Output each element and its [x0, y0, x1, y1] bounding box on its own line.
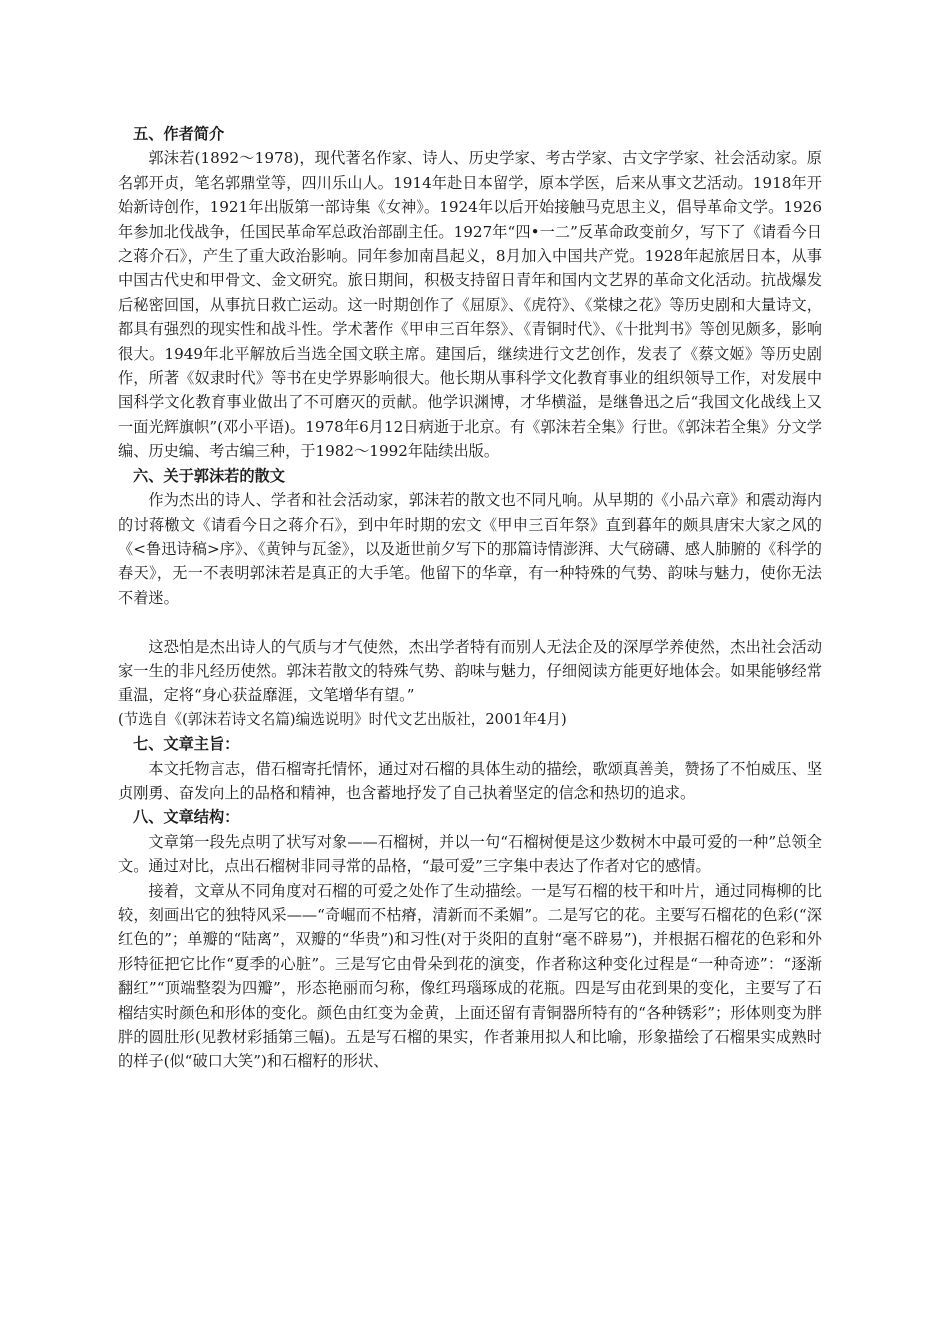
paragraph-essays-intro: 作为杰出的诗人、学者和社会活动家，郭沫若的散文也不同凡响。从早期的《小品六章》和震动海内的讨蒋檄文《请看今日之蒋介石》，到中年时期的宏文《甲申三百年祭》直到暮年的颇具唐宋大家之风的《<鲁迅诗稿>序》、《黄钟与瓦釜》，以及逝世前夕写下的那篇诗情澎湃、大气磅礴、感人肺腑的《科学的春天》，无一不表明郭沫若是真正的大手笔。他留下的华章，有一种特殊的气势、韵味与魅力，使你无法不着迷。 — [118, 491, 822, 607]
paragraph-author-bio: 郭沫若(1892～1978)，现代著名作家、诗人、历史学家、考古学家、古文字学家、社会活动家。原名郭开贞，笔名郭鼎堂等，四川乐山人。1914年赴日本留学，原本学医，后来从事文艺活动。1918年开始新诗创作，1921年出版第一部诗集《女神》。1924年以后开始接触马克思主义，倡导革命文学。1926年参加北伐战争，任国民革命军总政治部副主任。1927年“四•一二”反革命政变前夕，写下了《请看今日之蒋介石》，产生了重大政治影响。同年参加南昌起义，8月加入中国共产党。1928年起旅居日本，从事中国古代史和甲骨文、金文研究。旅日期间，积极支持留日青年和国内文艺界的革命文化活动。抗战爆发后秘密回国，从事抗日救亡运动。这一时期创作了《屈原》、《虎符》、《棠棣之花》等历史剧和大量诗文，都具有强烈的现实性和战斗性。学术著作《甲申三百年祭》、《青铜时代》、《十批判书》等创见颇多，影响很大。1949年北平解放后当选全国文联主席。建国后，继续进行文艺创作，发表了《蔡文姬》等历史剧作，所著《奴隶时代》等书在史学界影响很大。他长期从事科学文化教育事业的组织领导工作，对发展中国科学文化教育事业做出了不可磨灭的贡献。他学识渊博，才华横溢，是继鲁迅之后“我国文化战线上又一面光辉旗帜”(邓小平语)。1978年6月12日病逝于北京。有《郭沫若全集》行世。《郭沫若全集》分文学编、历史编、考古编三种，于1982～1992年陆续出版。 — [118, 149, 822, 461]
source-citation: (节选自《(郭沫若诗文名篇)编选说明》时代文艺出版社，2001年4月) — [118, 710, 567, 728]
section-heading-theme: 七、文章主旨： — [133, 735, 240, 754]
section-heading-essays: 六、关于郭沫若的散文 — [133, 466, 285, 485]
section-heading-author-intro: 五、作者简介 — [133, 125, 225, 143]
document-body — [118, 122, 822, 1074]
paragraph-theme: 本文托物言志，借石榴寄托情怀，通过对石榴的具体生动的描绘，歌颂真善美，赞扬了不怕威压、坚贞刚勇、奋发向上的品格和精神，也含蓄地抒发了自己执着坚定的信念和热切的追求。 — [118, 759, 822, 802]
paragraph-structure-first: 文章第一段先点明了状写对象——石榴树，并以一句“石榴树便是这少数树木中最可爱的一种”总领全文。通过对比，点出石榴树非同寻常的品格，“最可爱”三字集中表达了作者对它的感情。 — [118, 832, 822, 876]
paragraph-essays-reason: 这恐怕是杰出诗人的气质与才气使然，杰出学者特有而别人无法企及的深厚学养使然，杰出社会活动家一生的非凡经历使然。郭沫若散文的特殊气势、韵味与魅力，仔细阅读方能更好地体会。如果能够经常重温，定将“身心获益靡涯，文笔增华有望。” — [118, 637, 822, 705]
paragraph-structure-detail: 接着，文章从不同角度对石榴的可爱之处作了生动描绘。一是写石榴的枝干和叶片，通过同梅柳的比较，刻画出它的独特风采——“奇崛而不枯瘠，清新而不柔媚”。二是写它的花。主要写石榴花的色彩(“深红色的”；单瓣的“陆离”，双瓣的“华贵”)和习性(对于炎阳的直射“毫不辟易”)，并根据石榴花的色彩和外形特征把它比作“夏季的心脏”。三是写它由骨朵到花的演变，作者称这种变化过程是“一种奇迹”：“逐渐翻红”“顶端整裂为四瓣”，形态艳丽而匀称，像红玛瑙琢成的花瓶。四是写由花到果的变化，主要写了石榴结实时颜色和形体的变化。颜色由红变为金黄，上面还留有青铜器所特有的“各种锈彩”；形体则变为胖胖的圆肚形(见教材彩插第三幅)。五是写石榴的果实，作者兼用拟人和比喻，形象描绘了石榴果实成熟时的样子(似“破口大笑”)和石榴籽的形状、 — [118, 881, 822, 1071]
paragraph-spacer — [118, 610, 822, 634]
section-heading-structure: 八、文章结构： — [133, 808, 240, 827]
